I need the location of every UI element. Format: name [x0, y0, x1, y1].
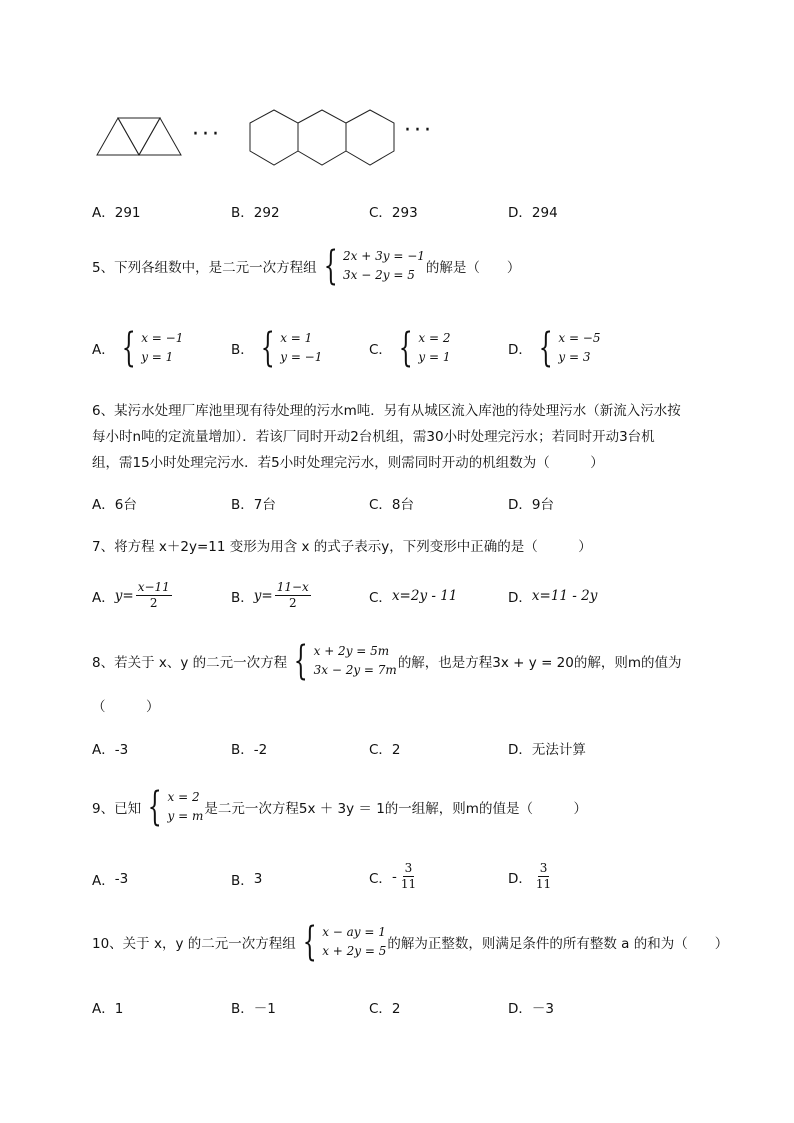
q7-d-text: x=11 - 2y: [531, 588, 598, 604]
q9-option-a[interactable]: [92, 869, 128, 889]
q8-prefix: 8、若关于 x、y 的二元一次方程: [92, 655, 288, 671]
q8-option-d[interactable]: D．无法计算: [508, 742, 586, 758]
q8-eq2: 3x − 2y = 7m: [313, 663, 397, 677]
q7-option-a[interactable]: [92, 580, 174, 611]
pattern-figure: [90, 105, 450, 175]
q8-option-b[interactable]: B．-2: [231, 742, 268, 758]
q9-d-fraction: [534, 861, 553, 892]
brace-icon: {: [260, 325, 275, 371]
option-label: D．: [508, 590, 532, 606]
q6-stem-line1: 6、某污水处理厂库池里现有待处理的污水m吨．另有从城区流入库池的待处理污水（新流入污水按: [92, 403, 681, 419]
option-label: D．: [508, 870, 532, 887]
q10-suffix: 的解为正整数，则满足条件的所有整数 a 的和为（ ）: [387, 936, 729, 952]
q5-b-y: y = −1: [280, 350, 323, 364]
ellipsis-right: ···: [404, 118, 434, 143]
q9-a-text: -3: [114, 871, 129, 887]
brace-icon: {: [302, 919, 317, 965]
fraction-denominator: 11: [535, 877, 552, 891]
option-label: A．: [92, 873, 115, 889]
q5-suffix: 的解是（ ）: [425, 260, 521, 276]
q10-prefix: 10、关于 x，y 的二元一次方程组: [92, 936, 296, 952]
option-label: C．: [369, 590, 392, 606]
q8-eq1: x + 2y = 5m: [313, 644, 390, 658]
q7-option-c[interactable]: [369, 586, 457, 606]
q7-option-d[interactable]: [508, 586, 597, 606]
q8-option-c[interactable]: C．2: [369, 742, 401, 758]
q9-option-d[interactable]: [508, 861, 555, 892]
q7-stem: 7、将方程 x＋2y=11 变形为用含 x 的式子表示y，下列变形中正确的是（ ）: [92, 539, 592, 555]
option-label: B．: [231, 589, 254, 606]
q8-middle: 的解，也是方程3x + y = 20的解，则m的值为: [397, 655, 682, 671]
q5-eq1: 2x + 3y = −1: [343, 249, 425, 263]
q6-option-a[interactable]: A．6台: [92, 497, 137, 513]
q9-option-c[interactable]: [369, 861, 420, 892]
option-label: C．: [369, 342, 392, 358]
brace-icon: {: [323, 243, 338, 289]
q9-eq2: y = m: [167, 809, 204, 823]
q4-option-a[interactable]: A．291: [92, 205, 141, 221]
q10-equation-system: [297, 919, 387, 965]
q7-b-fraction: [275, 580, 311, 611]
q7-b-lhs: y=: [253, 587, 273, 604]
q8-stem: [92, 638, 682, 684]
q7-c-text: x=2y - 11: [391, 588, 458, 604]
q10-option-d[interactable]: D．－3: [508, 1001, 554, 1017]
q9-option-b[interactable]: [231, 869, 262, 889]
q5-option-a[interactable]: [92, 325, 184, 371]
q9-c-fraction: [399, 861, 418, 892]
q5-a-x: x = −1: [141, 331, 184, 345]
q9-b-text: 3: [253, 871, 263, 887]
q5-b-x: x = 1: [280, 331, 313, 345]
ellipsis-left: ···: [192, 122, 222, 147]
hexagon-pattern: [250, 110, 394, 165]
q10-option-b[interactable]: B．－1: [231, 1001, 276, 1017]
q10-option-a[interactable]: A．1: [92, 1001, 124, 1017]
brace-icon: {: [121, 325, 136, 371]
q6-option-d[interactable]: D．9台: [508, 497, 554, 513]
q4-option-d[interactable]: D．294: [508, 205, 558, 221]
q5-c-x: x = 2: [418, 331, 451, 345]
option-label: B．: [231, 342, 254, 358]
q9-eq1: x = 2: [167, 790, 200, 804]
q7-option-b[interactable]: [231, 580, 313, 611]
q5-option-b[interactable]: [231, 325, 323, 371]
q7-a-fraction: [136, 580, 172, 611]
fraction-denominator: 2: [288, 596, 297, 610]
q8-answer-paren: （ ）: [92, 699, 160, 715]
q8-option-a[interactable]: A．-3: [92, 742, 129, 758]
q10-option-c[interactable]: C．2: [369, 1001, 401, 1017]
q4-option-b[interactable]: B．292: [231, 205, 280, 221]
option-label: B．: [231, 873, 254, 889]
option-label: A．: [92, 589, 115, 606]
q6-stem-line3: 组，需15小时处理完污水．若5小时处理完污水，则需同时开动的机组数为（ ）: [92, 455, 604, 471]
q5-prefix: 5、下列各组数中，是二元一次方程组: [92, 260, 317, 276]
q5-option-d[interactable]: [508, 325, 602, 371]
q9-equation-system: [142, 784, 204, 830]
q9-stem: [92, 784, 587, 830]
brace-icon: {: [147, 784, 162, 830]
option-label: A．: [92, 342, 115, 358]
q5-d-x: x = −5: [558, 331, 601, 345]
q6-option-b[interactable]: B．7台: [231, 497, 276, 513]
q9-c-sign: -: [391, 868, 397, 885]
q10-stem: [92, 919, 729, 965]
q4-option-c[interactable]: C．293: [369, 205, 418, 221]
q5-equation-system: [318, 243, 425, 289]
fraction-numerator: 3: [404, 861, 413, 875]
q5-d-y: y = 3: [558, 350, 591, 364]
q6-stem-line2: 每小时n吨的定流量增加）．若该厂同时开动2台机组，需30小时处理完污水；若同时开动3台机: [92, 429, 655, 445]
q5-option-c[interactable]: [369, 325, 452, 371]
fraction-numerator: x−11: [137, 580, 170, 594]
q10-eq2: x + 2y = 5: [322, 944, 387, 958]
brace-icon: {: [398, 325, 413, 371]
q5-stem: [92, 243, 521, 289]
q5-a-y: y = 1: [141, 350, 174, 364]
option-label: D．: [508, 342, 532, 358]
fraction-numerator: 3: [539, 861, 548, 875]
q5-eq2: 3x − 2y = 5: [343, 268, 415, 282]
fraction-numerator: 11−x: [276, 580, 309, 594]
q6-option-c[interactable]: C．8台: [369, 497, 415, 513]
q10-eq1: x − ay = 1: [322, 925, 386, 939]
option-label: C．: [369, 870, 392, 887]
triangle-pattern: [97, 118, 181, 155]
fraction-denominator: 2: [149, 596, 158, 610]
brace-icon: {: [293, 638, 308, 684]
q5-c-y: y = 1: [418, 350, 451, 364]
brace-icon: {: [538, 325, 553, 371]
q9-prefix: 9、已知: [92, 801, 142, 817]
q9-suffix: 是二元一次方程5x ＋ 3y ＝ 1的一组解，则m的值是（ ）: [204, 801, 587, 817]
fraction-denominator: 11: [400, 877, 417, 891]
q7-a-lhs: y=: [114, 587, 134, 604]
q8-equation-system: [288, 638, 397, 684]
